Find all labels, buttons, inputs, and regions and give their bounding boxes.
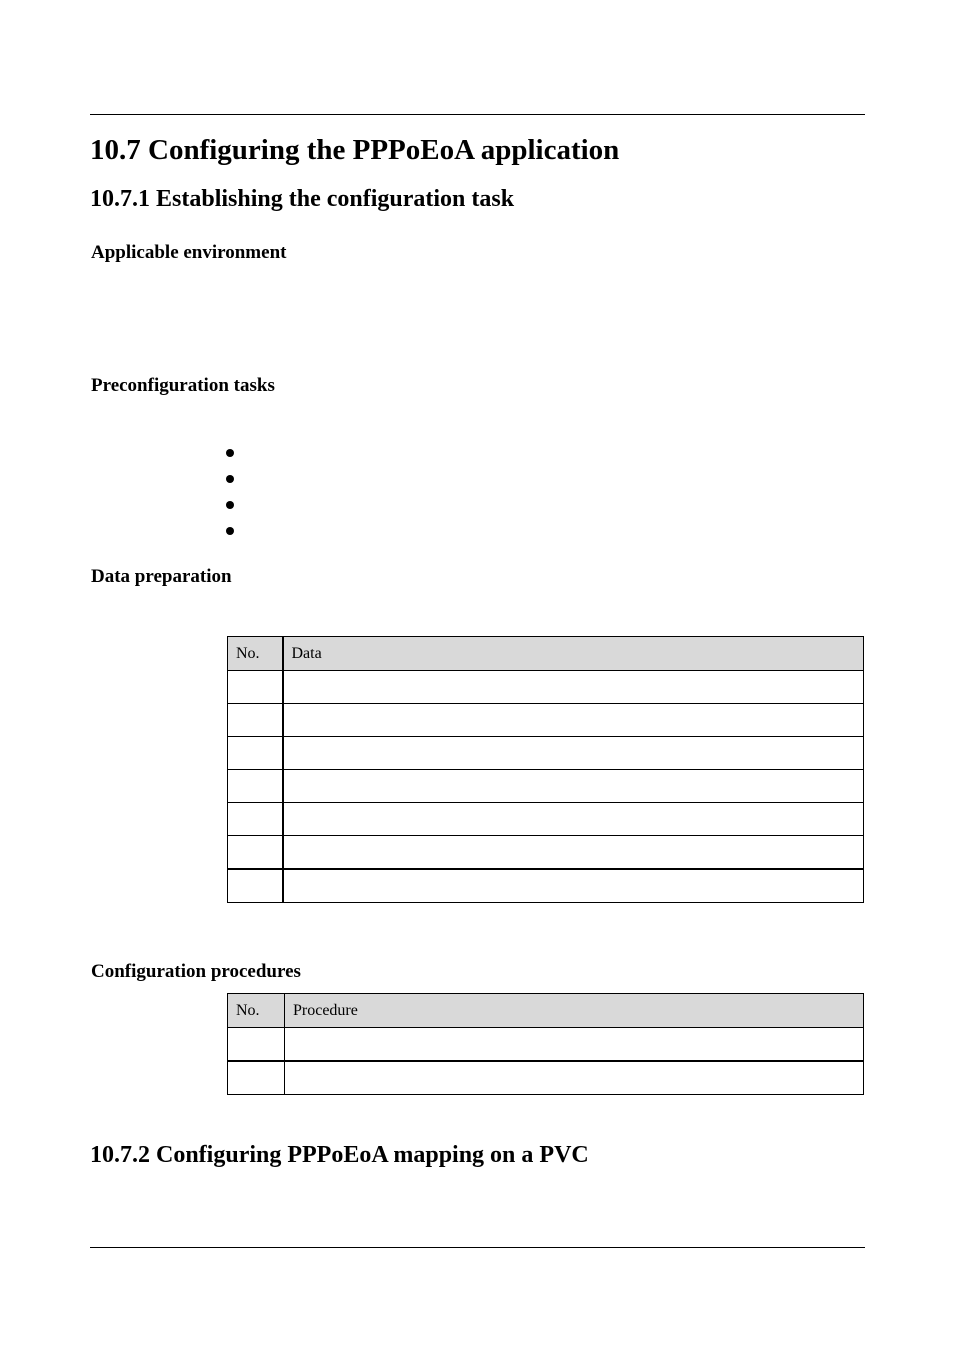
list-item — [226, 521, 826, 547]
section-title: 10.7 Configuring the PPPoEoA application — [90, 134, 620, 166]
bullet-icon — [226, 449, 234, 457]
table-header-row — [228, 994, 864, 1028]
configuration-procedures-table — [227, 993, 864, 1095]
table-cell — [228, 737, 283, 770]
heading-data-preparation: Data preparation — [91, 566, 232, 587]
table-cell — [228, 836, 283, 870]
subsection-title-establishing: 10.7.1 Establishing the configuration task — [90, 186, 515, 212]
bullet-icon — [226, 501, 234, 509]
bullet-icon — [226, 527, 234, 535]
table-row — [228, 770, 864, 803]
preconfiguration-list — [226, 443, 826, 547]
table-cell — [285, 1061, 864, 1095]
bullet-icon — [226, 475, 234, 483]
table-cell — [285, 1028, 864, 1062]
table-cell — [283, 770, 864, 803]
table-row — [228, 1061, 864, 1095]
table-row — [228, 671, 864, 704]
heading-applicable-environment: Applicable environment — [91, 242, 287, 263]
table-row — [228, 869, 864, 903]
table-cell — [283, 737, 864, 770]
table-cell — [228, 803, 283, 836]
data-preparation-table — [227, 636, 864, 903]
footer-rule — [90, 1247, 865, 1248]
table-header-row — [228, 637, 864, 671]
table-cell — [228, 704, 283, 737]
table-cell — [228, 1061, 285, 1095]
heading-configuration-procedures: Configuration procedures — [91, 961, 301, 982]
column-header-no: No. — [228, 994, 285, 1028]
header-rule — [90, 114, 865, 115]
table-cell — [228, 1028, 285, 1062]
column-header-no: No. — [228, 637, 283, 671]
heading-preconfiguration-tasks: Preconfiguration tasks — [91, 375, 275, 396]
subsection-title-mapping: 10.7.2 Configuring PPPoEoA mapping on a PVC — [90, 1142, 589, 1168]
column-header-procedure: Procedure — [285, 994, 864, 1028]
table-cell — [228, 770, 283, 803]
table-cell — [283, 803, 864, 836]
table-row — [228, 737, 864, 770]
table-cell — [283, 869, 864, 903]
table-cell — [228, 671, 283, 704]
list-item — [226, 469, 826, 495]
list-item — [226, 443, 826, 469]
table-row — [228, 1028, 864, 1062]
table-cell — [283, 836, 864, 870]
table-row — [228, 836, 864, 870]
table-row — [228, 803, 864, 836]
table-cell — [228, 869, 283, 903]
table-cell — [283, 704, 864, 737]
column-header-data: Data — [283, 637, 864, 671]
table-cell — [283, 671, 864, 704]
list-item — [226, 495, 826, 521]
table-row — [228, 704, 864, 737]
